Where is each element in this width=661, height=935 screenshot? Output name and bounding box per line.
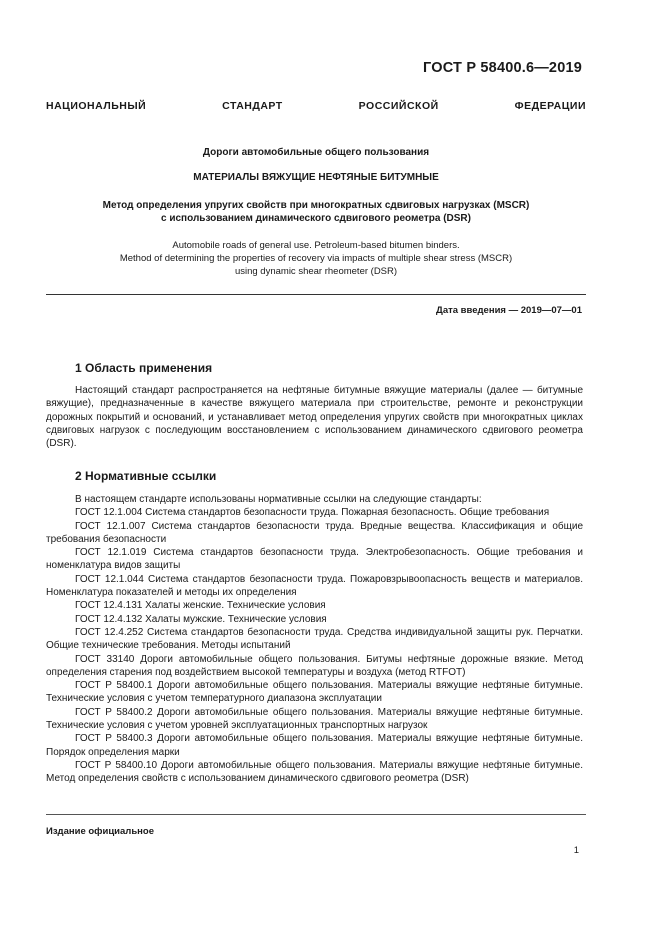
english-title-line3: using dynamic shear rheometer (DSR): [234, 266, 398, 277]
reference-item: ГОСТ Р 58400.2 Дороги автомобильные общего пользования. Материалы вяжущие нефтяные битумные. Технические условия с учетом уровней эксплуатационных транспортных нагрузок: [46, 706, 583, 732]
national-standard-title: НАЦИОНАЛЬНЫЙ СТАНДАРТ РОССИЙСКОЙ ФЕДЕРАЦИИ: [46, 100, 586, 112]
doc-title-line3b: с использованием динамического сдвигового реометра (DSR): [161, 213, 471, 224]
section1-heading: 1 Область применения: [75, 361, 213, 375]
section2-intro: В настоящем стандарте использованы нормативные ссылки на следующие стандарты:: [75, 494, 482, 505]
section1-body: [46, 384, 583, 450]
reference-item: ГОСТ 33140 Дороги автомобильные общего пользования. Битумы нефтяные дорожные вязкие. Метод определения старения под воздействием высокой температуры и воздуха (метод RTFOT): [46, 653, 583, 678]
standard-id: ГОСТ Р 58400.6—2019: [423, 60, 582, 76]
section2-heading: 2 Нормативные ссылки: [75, 469, 217, 483]
doc-title-line3a: Метод определения упругих свойств при многократных сдвиговых нагрузках (MSCR): [102, 200, 530, 211]
reference-item: ГОСТ 12.4.131 Халаты женские. Технические условия: [75, 600, 326, 612]
reference-item: ГОСТ Р 58400.3 Дороги автомобильные общего пользования. Материалы вяжущие нефтяные битумные. Порядок определения марки: [46, 733, 583, 758]
english-title: [46, 239, 586, 278]
english-title-line2: Method of determining the properties of recovery via impacts of multiple shear stress (MSCR): [119, 253, 513, 264]
section1-paragraph: Настоящий стандарт распространяется на нефтяные битумные вяжущие материалы (далее — битумные вяжущие), предназначенные в качестве вяжущего материала при строительстве, ремонте и реконструкции дорожных покрытий и оснований, и устанавливает метод определения упругих свойств при многократных циклах сдвиговых нагрузок с последующим восстановлением с использованием динамического сдвигового реометра (DSR).: [46, 385, 583, 450]
reference-item: ГОСТ Р 58400.10 Дороги автомобильные общего пользования. Материалы вяжущие нефтяные битумные. Метод определения свойств с использованием динамического сдвигового реометра (DSR): [46, 759, 583, 785]
english-title-line1: Automobile roads of general use. Petroleum-based bitumen binders.: [172, 240, 460, 251]
reference-item: ГОСТ 12.1.019 Система стандартов безопасности труда. Электробезопасность. Общие требования и номенклатура видов защиты: [46, 547, 583, 572]
reference-item: ГОСТ Р 58400.1 Дороги автомобильные общего пользования. Материалы вяжущие нефтяные битумные. Технические условия с учетом температурного диапазона эксплуатации: [46, 680, 583, 705]
official-edition-label: Издание официальное: [46, 826, 154, 837]
reference-item: ГОСТ 12.4.132 Халаты мужские. Технические условия: [75, 613, 327, 625]
reference-item: ГОСТ 12.1.044 Система стандартов безопасности труда. Пожаровзрывоопасность веществ и материалов. Номенклатура показателей и методы их определения: [46, 573, 583, 599]
doc-title-line1: Дороги автомобильные общего пользования: [202, 147, 430, 158]
doc-title-line2: МАТЕРИАЛЫ ВЯЖУЩИЕ НЕФТЯНЫЕ БИТУМНЫЕ: [193, 172, 439, 183]
reference-item: ГОСТ 12.1.004 Система стандартов безопасности труда. Пожарная безопасность. Общие требования: [75, 507, 550, 519]
doc-title-line3: [46, 199, 586, 225]
footer-divider: [46, 814, 586, 815]
introduction-date: Дата введения — 2019—07—01: [436, 305, 582, 316]
page-number: 1: [573, 845, 579, 856]
reference-item: ГОСТ 12.4.252 Система стандартов безопасности труда. Средства индивидуальной защиты рук. Перчатки. Общие технические требования. Методы испытаний: [46, 626, 583, 652]
reference-item: ГОСТ 12.1.007 Система стандартов безопасности труда. Вредные вещества. Классификация и общие требования безопасности: [46, 520, 583, 545]
section2-body: [46, 493, 583, 786]
title-divider: [46, 294, 586, 295]
